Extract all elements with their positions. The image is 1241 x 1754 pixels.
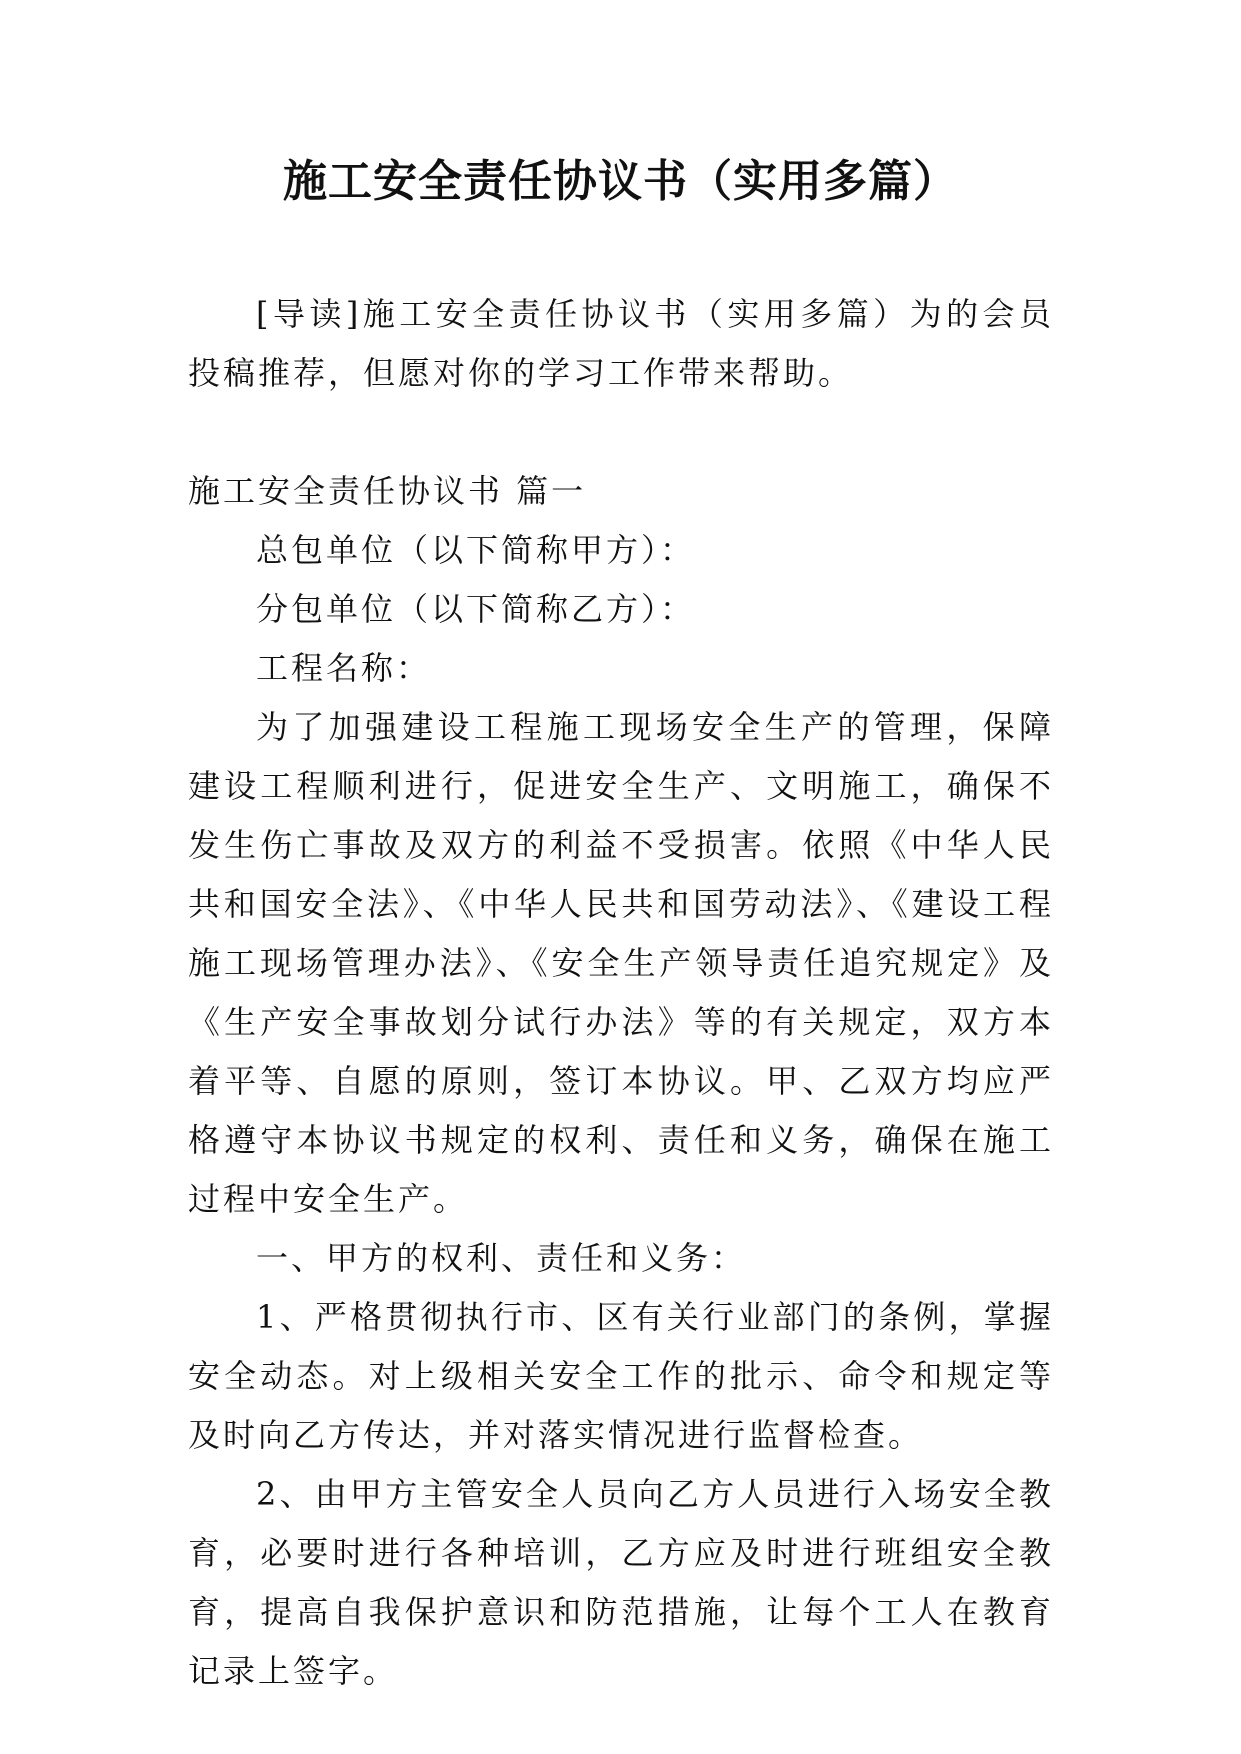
document-body	[188, 285, 1054, 1701]
party-a-line: 总包单位（以下简称甲方）：	[256, 531, 696, 569]
project-name-line: 工程名称：	[256, 649, 432, 687]
article-heading: 一、甲方的权利、责任和义务：	[256, 1239, 747, 1277]
paragraph-gap	[188, 403, 1054, 462]
document-title: 施工安全责任协议书（实用多篇）	[283, 156, 958, 207]
article-item: 1、严格贯彻执行市、区有关行业部门的条例，掌握安全动态。对上级相关安全工作的批示、命令和规定等及时向乙方传达，并对落实情况进行监督检查。	[188, 1298, 1054, 1454]
section-heading: 施工安全责任协议书 篇一	[188, 472, 587, 510]
intro-paragraph: [导读]施工安全责任协议书（实用多篇）为的会员投稿推荐，但愿对你的学习工作带来帮助。	[188, 295, 1054, 392]
article-item: 2、由甲方主管安全人员向乙方人员进行入场安全教育，必要时进行各种培训，乙方应及时进行班组安全教育，提高自我保护意识和防范措施，让每个工人在教育记录上签字。	[188, 1475, 1054, 1690]
preamble-paragraph: 为了加强建设工程施工现场安全生产的管理，保障建设工程顺利进行，促进安全生产、文明施工，确保不发生伤亡事故及双方的利益不受损害。依照《中华人民共和国安全法》、《中华人民共和国劳动法》、《建设工程施工现场管理办法》、《安全生产领导责任追究规定》及《生产安全事故划分试行办法》等的有关规定，双方本着平等、自愿的原则，签订本协议。甲、乙双方均应严格遵守本协议书规定的权利、责任和义务，确保在施工过程中安全生产。	[188, 708, 1054, 1218]
party-b-line: 分包单位（以下简称乙方）：	[256, 590, 696, 628]
